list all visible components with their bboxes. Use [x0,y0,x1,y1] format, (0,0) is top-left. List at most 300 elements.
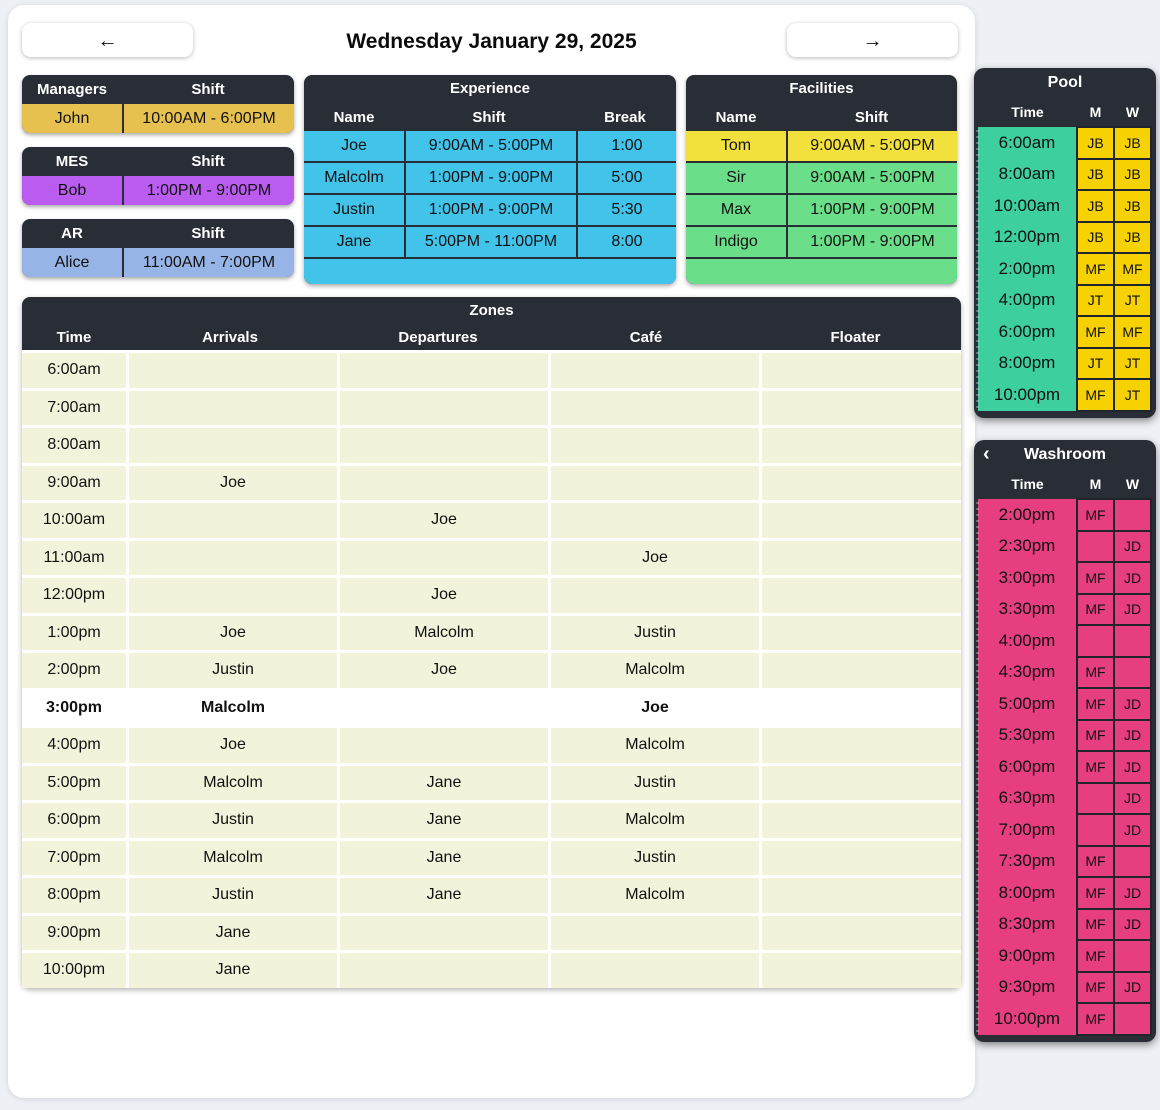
washroom-col-time: Time [1011,476,1044,492]
experience-break-cell: 1:00 [578,131,676,161]
washroom-row [978,594,1151,626]
washroom-m-cell: MF [1077,562,1114,594]
role-table-shift-header: Shift [191,153,225,170]
zones-title: Zones [22,297,961,324]
facilities-col-name: Name [715,108,757,126]
experience-name-cell: Jane [304,227,404,257]
zone-cafe-cell: Malcolm [551,803,759,838]
washroom-col-m: M [1089,476,1102,492]
zone-cafe-cell: Malcolm [551,878,759,913]
zone-arrivals-cell: Jane [129,953,337,988]
washroom-w-cell: JD [1114,531,1151,563]
pool-m-cell: MF [1077,253,1114,285]
zone-time-cell: 11:00am [22,541,126,576]
zone-cafe-cell [551,391,759,426]
zone-departures-cell [340,428,548,463]
facilities-shift-cell: 9:00AM - 5:00PM [788,163,957,193]
zone-time-cell: 10:00pm [22,953,126,988]
zone-cafe-cell [551,428,759,463]
zone-cafe-cell: Joe [551,691,759,726]
zone-row [22,691,961,726]
facilities-row [686,163,957,193]
pool-row [978,159,1151,191]
facilities-table [686,75,957,284]
zone-time-cell: 6:00am [22,353,126,388]
facilities-shift-cell: 1:00PM - 9:00PM [788,227,957,257]
washroom-w-cell: JD [1114,688,1151,720]
washroom-body [978,499,1151,1035]
washroom-time-cell: 2:30pm [978,531,1077,563]
facilities-row [686,227,957,257]
experience-body [304,131,676,257]
zone-row [22,878,961,913]
experience-name-cell: Malcolm [304,163,404,193]
top-tables-row [8,75,975,284]
pool-row [978,379,1151,411]
washroom-row [978,972,1151,1004]
zone-row [22,766,961,801]
pool-w-cell: JT [1114,379,1151,411]
zone-cafe-cell: Malcolm [551,653,759,688]
zone-cafe-cell: Justin [551,616,759,651]
washroom-time-cell: 8:30pm [978,909,1077,941]
experience-shift-cell: 9:00AM - 5:00PM [406,131,576,161]
washroom-time-cell: 6:00pm [978,751,1077,783]
zone-cafe-cell [551,503,759,538]
washroom-m-cell: MF [1077,940,1114,972]
zone-departures-cell: Joe [340,503,548,538]
zone-floater-cell [762,391,961,426]
washroom-row [978,909,1151,941]
zone-cafe-cell: Malcolm [551,728,759,763]
washroom-w-cell: JD [1114,562,1151,594]
washroom-col-w: W [1125,476,1140,492]
washroom-w-cell: JD [1114,814,1151,846]
zone-floater-cell [762,353,961,388]
zone-time-cell: 2:00pm [22,653,126,688]
zone-row [22,466,961,501]
zone-cafe-cell: Justin [551,841,759,876]
zone-departures-cell [340,541,548,576]
washroom-time-cell: 7:00pm [978,814,1077,846]
zone-time-cell: 12:00pm [22,578,126,613]
zone-floater-cell [762,916,961,951]
role-tables [22,75,294,277]
zones-col-cafe: Café [629,328,663,346]
washroom-w-cell [1114,846,1151,878]
pool-w-cell: JB [1114,190,1151,222]
washroom-time-cell: 3:00pm [978,562,1077,594]
washroom-time-cell: 9:30pm [978,972,1077,1004]
role-table-managers [22,75,294,133]
experience-col-name: Name [333,108,375,126]
zone-row [22,541,961,576]
role-table-header [22,219,294,248]
pool-w-cell: JB [1114,159,1151,191]
washroom-w-cell: JD [1114,909,1151,941]
zone-time-cell: 8:00pm [22,878,126,913]
washroom-row [978,720,1151,752]
pool-w-cell: MF [1114,253,1151,285]
washroom-row [978,783,1151,815]
washroom-time-cell: 4:00pm [978,625,1077,657]
zone-row [22,916,961,951]
zone-time-cell: 6:00pm [22,803,126,838]
zone-row [22,728,961,763]
zone-row [22,841,961,876]
zone-floater-cell [762,691,961,726]
facilities-row [686,131,957,161]
zone-time-cell: 8:00am [22,428,126,463]
zone-arrivals-cell [129,503,337,538]
washroom-row [978,625,1151,657]
washroom-w-cell: JD [1114,877,1151,909]
zone-floater-cell [762,803,961,838]
zone-row [22,653,961,688]
pool-row [978,253,1151,285]
zone-arrivals-cell: Malcolm [129,841,337,876]
pool-time-cell: 8:00pm [978,348,1077,380]
pool-time-cell: 10:00pm [978,379,1077,411]
washroom-m-cell: MF [1077,657,1114,689]
zone-time-cell: 9:00am [22,466,126,501]
pool-m-cell: MF [1077,316,1114,348]
washroom-w-cell [1114,499,1151,531]
facilities-shift-cell: 1:00PM - 9:00PM [788,195,957,225]
zone-time-cell: 5:00pm [22,766,126,801]
zone-departures-cell: Jane [340,841,548,876]
pool-time-cell: 12:00pm [978,222,1077,254]
washroom-row [978,499,1151,531]
zones-col-floater: Floater [830,328,881,346]
zone-departures-cell: Joe [340,578,548,613]
zone-departures-cell [340,953,548,988]
zone-row [22,578,961,613]
person-shift-cell: 11:00AM - 7:00PM [124,248,294,277]
washroom-m-cell [1077,625,1114,657]
washroom-row [978,751,1151,783]
zone-cafe-cell: Joe [551,541,759,576]
zones-col-time: Time [56,328,92,346]
washroom-column-headers [974,470,1156,498]
next-day-button[interactable] [787,23,958,57]
washroom-w-cell: JD [1114,972,1151,1004]
zone-departures-cell [340,728,548,763]
washroom-title: Washroom [1023,446,1107,463]
experience-break-cell: 8:00 [578,227,676,257]
experience-row [304,131,676,161]
pool-row [978,222,1151,254]
role-table-title: Managers [36,81,108,98]
washroom-m-cell [1077,814,1114,846]
pool-col-w: W [1125,104,1140,120]
pool-m-cell: JB [1077,127,1114,159]
zone-cafe-cell [551,466,759,501]
role-table-header [22,147,294,176]
zone-floater-cell [762,653,961,688]
experience-shift-cell: 1:00PM - 9:00PM [406,163,576,193]
pool-w-cell: JB [1114,222,1151,254]
zone-time-cell: 1:00pm [22,616,126,651]
zone-departures-cell [340,916,548,951]
zone-row [22,391,961,426]
zone-arrivals-cell: Justin [129,653,337,688]
experience-row [304,227,676,257]
collapse-chevron-icon[interactable]: ‹ [983,443,990,465]
zone-time-cell: 7:00pm [22,841,126,876]
washroom-m-cell: MF [1077,972,1114,1004]
experience-column-headers [304,103,676,131]
experience-break-cell: 5:00 [578,163,676,193]
facilities-title: Facilities [789,80,854,97]
pool-col-time: Time [1011,104,1044,120]
person-name-cell: John [22,104,122,133]
washroom-w-cell: JD [1114,783,1151,815]
zones-body [22,350,961,988]
washroom-row [978,688,1151,720]
role-table-row [22,248,294,277]
zone-floater-cell [762,616,961,651]
role-table-mes [22,147,294,205]
experience-shift-cell: 5:00PM - 11:00PM [406,227,576,257]
zone-floater-cell [762,541,961,576]
zone-floater-cell [762,953,961,988]
zone-departures-cell: Malcolm [340,616,548,651]
experience-name-cell: Justin [304,195,404,225]
pool-time-cell: 6:00am [978,127,1077,159]
pool-w-cell: JB [1114,127,1151,159]
zone-cafe-cell [551,916,759,951]
role-table-title: MES [55,153,89,170]
zone-time-cell: 3:00pm [22,691,126,726]
facilities-column-headers [686,103,957,131]
zones-col-departures: Departures [398,328,478,346]
pool-body [978,127,1151,411]
pool-row [978,190,1151,222]
washroom-w-cell [1114,940,1151,972]
washroom-m-cell: MF [1077,499,1114,531]
right-arrow-icon: → [862,30,883,52]
washroom-row [978,814,1151,846]
zone-floater-cell [762,466,961,501]
washroom-m-cell: MF [1077,1003,1114,1035]
pool-w-cell: JT [1114,285,1151,317]
washroom-time-cell: 5:00pm [978,688,1077,720]
zone-departures-cell [340,691,548,726]
zone-floater-cell [762,766,961,801]
zone-floater-cell [762,578,961,613]
zone-arrivals-cell: Justin [129,803,337,838]
zone-floater-cell [762,428,961,463]
zone-arrivals-cell [129,428,337,463]
facilities-name-cell: Max [686,195,786,225]
zone-floater-cell [762,503,961,538]
pool-m-cell: JB [1077,222,1114,254]
washroom-m-cell: MF [1077,751,1114,783]
role-table-row [22,104,294,133]
zones-col-arrivals: Arrivals [202,328,258,346]
pool-time-cell: 6:00pm [978,316,1077,348]
facilities-body [686,131,957,257]
zone-departures-cell: Jane [340,766,548,801]
pool-row [978,285,1151,317]
washroom-w-cell [1114,625,1151,657]
pool-m-cell: JT [1077,285,1114,317]
experience-row [304,163,676,193]
washroom-time-cell: 2:00pm [978,499,1077,531]
zone-row [22,803,961,838]
washroom-row [978,1003,1151,1035]
facilities-row [686,195,957,225]
experience-row [304,195,676,225]
zone-arrivals-cell: Joe [129,616,337,651]
facilities-name-cell: Tom [686,131,786,161]
zone-cafe-cell [551,578,759,613]
zone-arrivals-cell [129,353,337,388]
facilities-name-cell: Sir [686,163,786,193]
zones-table [22,297,961,988]
role-table-shift-header: Shift [191,81,225,98]
facilities-name-cell: Indigo [686,227,786,257]
zone-cafe-cell: Justin [551,766,759,801]
zone-time-cell: 4:00pm [22,728,126,763]
zone-time-cell: 9:00pm [22,916,126,951]
washroom-time-cell: 10:00pm [978,1003,1077,1035]
experience-title: Experience [449,80,531,97]
pool-w-cell: MF [1114,316,1151,348]
zone-time-cell: 10:00am [22,503,126,538]
washroom-row [978,940,1151,972]
facilities-shift-cell: 9:00AM - 5:00PM [788,131,957,161]
washroom-m-cell [1077,531,1114,563]
pool-w-cell: JT [1114,348,1151,380]
pool-row [978,127,1151,159]
zone-departures-cell: Joe [340,653,548,688]
zone-floater-cell [762,841,961,876]
zone-cafe-cell [551,953,759,988]
washroom-w-cell [1114,657,1151,689]
experience-col-shift: Shift [472,108,506,126]
zones-column-headers [22,324,961,350]
washroom-m-cell: MF [1077,688,1114,720]
person-shift-cell: 1:00PM - 9:00PM [124,176,294,205]
pool-title: Pool [1047,74,1083,91]
zone-row [22,616,961,651]
zone-floater-cell [762,878,961,913]
experience-break-cell: 5:30 [578,195,676,225]
pool-panel [974,68,1156,418]
zone-arrivals-cell: Justin [129,878,337,913]
washroom-w-cell: JD [1114,720,1151,752]
zone-arrivals-cell [129,578,337,613]
pool-time-cell: 8:00am [978,159,1077,191]
washroom-row [978,846,1151,878]
pool-col-m: M [1089,104,1102,120]
experience-name-cell: Joe [304,131,404,161]
date-title: Wednesday January 29, 2025 [346,30,637,53]
washroom-m-cell: MF [1077,846,1114,878]
zone-arrivals-cell: Joe [129,466,337,501]
washroom-row [978,531,1151,563]
person-name-cell: Alice [22,248,122,277]
zone-departures-cell [340,466,548,501]
washroom-m-cell: MF [1077,720,1114,752]
zone-row [22,353,961,388]
zone-arrivals-cell: Joe [129,728,337,763]
washroom-time-cell: 8:00pm [978,877,1077,909]
washroom-time-cell: 9:00pm [978,940,1077,972]
washroom-m-cell: MF [1077,909,1114,941]
washroom-title-row [974,440,1156,470]
zone-departures-cell: Jane [340,878,548,913]
left-arrow-icon: ← [97,30,118,52]
experience-col-break: Break [604,108,646,126]
experience-table [304,75,676,284]
zone-row [22,428,961,463]
pool-m-cell: JT [1077,348,1114,380]
schedule-card [8,5,975,1098]
pool-m-cell: JB [1077,190,1114,222]
washroom-row [978,877,1151,909]
facilities-col-shift: Shift [854,108,889,126]
role-table-ar [22,219,294,277]
zone-departures-cell [340,353,548,388]
role-table-title: AR [61,225,83,242]
washroom-w-cell: JD [1114,751,1151,783]
zone-cafe-cell [551,353,759,388]
pool-time-cell: 4:00pm [978,285,1077,317]
zone-floater-cell [762,728,961,763]
facilities-footer [686,259,957,284]
zone-arrivals-cell: Malcolm [129,691,337,726]
washroom-time-cell: 4:30pm [978,657,1077,689]
washroom-panel [974,440,1156,1042]
washroom-m-cell [1077,783,1114,815]
role-table-header [22,75,294,104]
zone-arrivals-cell: Malcolm [129,766,337,801]
washroom-row [978,657,1151,689]
zone-arrivals-cell [129,541,337,576]
role-table-shift-header: Shift [191,225,225,242]
washroom-time-cell: 5:30pm [978,720,1077,752]
role-table-row [22,176,294,205]
zone-departures-cell: Jane [340,803,548,838]
zone-arrivals-cell [129,391,337,426]
pool-column-headers [974,98,1156,126]
zone-time-cell: 7:00am [22,391,126,426]
pool-time-cell: 10:00am [978,190,1077,222]
pool-time-cell: 2:00pm [978,253,1077,285]
person-name-cell: Bob [22,176,122,205]
date-nav [8,5,975,75]
person-shift-cell: 10:00AM - 6:00PM [124,104,294,133]
pool-row [978,348,1151,380]
pool-m-cell: MF [1077,379,1114,411]
washroom-m-cell: MF [1077,877,1114,909]
pool-row [978,316,1151,348]
zone-arrivals-cell: Jane [129,916,337,951]
zone-row [22,503,961,538]
washroom-m-cell: MF [1077,594,1114,626]
zone-row [22,953,961,988]
experience-shift-cell: 1:00PM - 9:00PM [406,195,576,225]
washroom-time-cell: 6:30pm [978,783,1077,815]
washroom-row [978,562,1151,594]
washroom-time-cell: 3:30pm [978,594,1077,626]
washroom-w-cell [1114,1003,1151,1035]
experience-footer [304,259,676,284]
washroom-time-cell: 7:30pm [978,846,1077,878]
